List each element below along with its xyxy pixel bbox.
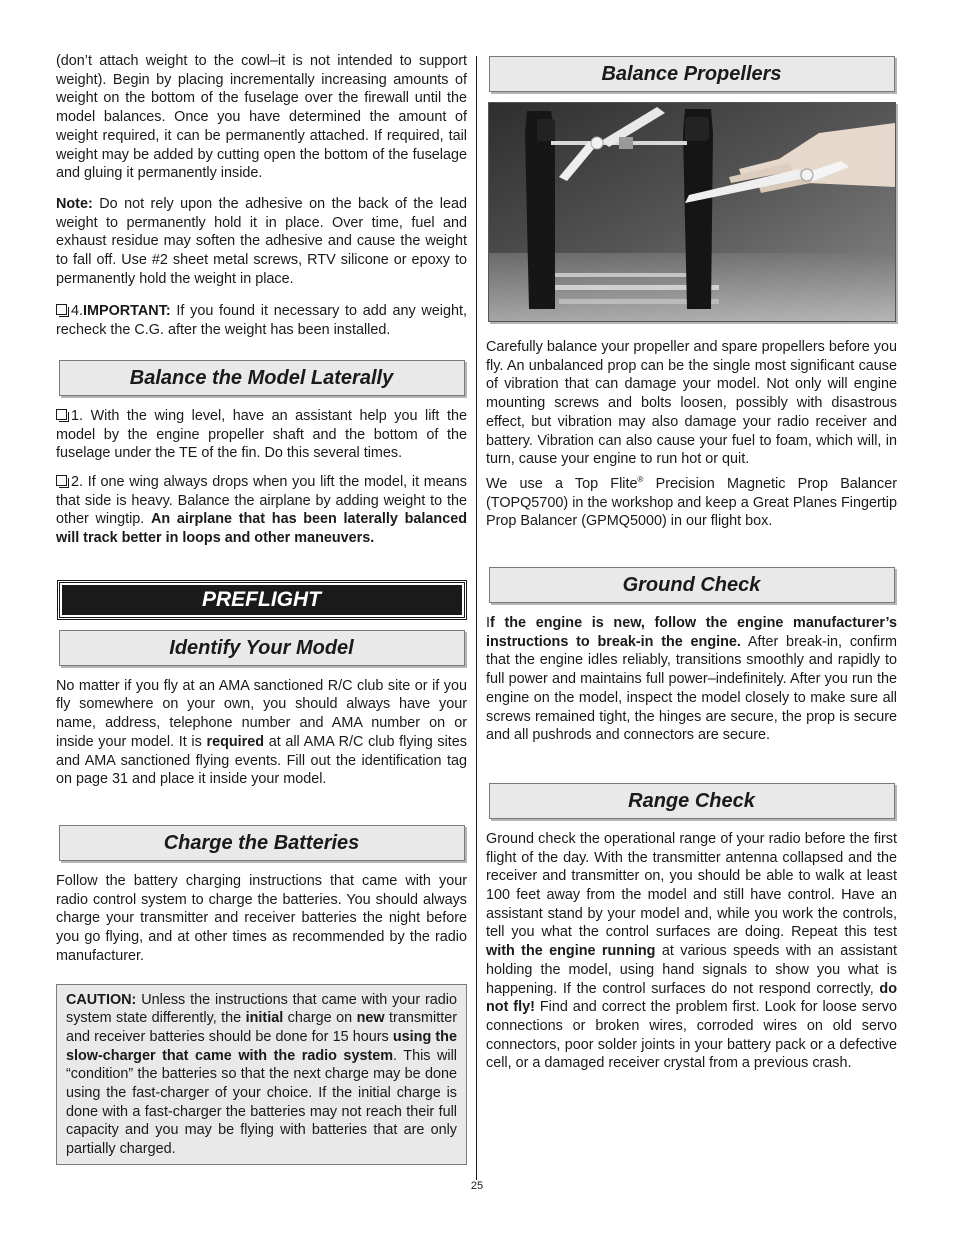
preflight-banner — [57, 580, 467, 620]
heading-balance-propellers: Balance Propellers — [489, 56, 895, 92]
ground-check-text: After break-in, confirm that the engine idles reliably, transitions smoothly and rapidly to full power and maintains full power–indefinitely. After you run the engine on the model, inspect the model closely to make sure all screws remained tight, the hinges are secure, the prop is secure and all pushrods and connectors are secure. — [486, 633, 897, 744]
step-4-label: IMPORTANT: — [83, 303, 171, 320]
checkbox-icon[interactable] — [56, 409, 67, 420]
step-4-number: 4. — [71, 303, 84, 320]
propeller-paragraph-1: Carefully balance your propeller and spare propellers before you fly. An unbalanced prop can be the single most significant cause of vibration that can damage your model. Not only will engine mounting screws and bolts loosen, possibly with disastrous effect, but vibration may also damage your radio receiver and battery. Vibration can also cause your fuel to foam, which will, in turn, cause your engine to run hot or quit. — [486, 339, 897, 468]
page-number: 25 — [470, 1180, 484, 1192]
caution-label: CAUTION: — [66, 991, 137, 1008]
caution-text: transmitter and receiver batteries should be done for 15 hours — [66, 1010, 457, 1045]
note-label: Note: — [56, 195, 93, 212]
ground-check-initial: I — [486, 615, 490, 632]
checkbox-icon[interactable] — [56, 304, 67, 315]
column-divider — [476, 56, 477, 1180]
range-text: Find and correct the problem first. Look for loose servo connections or broken wires, corroded wires on old servo connectors, poor solder joints in your battery pack or a defective cell, or a damaged receiver crystal from a previous crash. — [486, 999, 897, 1072]
range-text: at various speeds with an assistant holding the model, using hand signals to show you what is happening. If the control surfaces do not respond correctly, — [486, 943, 897, 997]
caution-text: . This will “condition” the batteries so that the next charge may be done using the fast-charger of your choice. If the initial charge is done with a fast-charger the batteries may not reach their full capacity and you may be flying with batteries that are only partially charged. — [66, 1047, 458, 1158]
caution-text: Unless the instructions that came with your radio system state differently, the — [66, 991, 457, 1027]
paragraph-weight-continued: (don’t attach weight to the cowl–it is not intended to support weight). Begin by placing incrementally increasing amounts of weight on the bottom of the fuselage over the firewall until the model balances. Once you have determined the amount of weight required, it can be permanently attached. If required, tail weight may be added by cutting open the bottom of the fuselage and gluing it permanently inside. — [56, 53, 467, 182]
note-text: Do not rely upon the adhesive on the back of the lead weight to permanently hold it in place. Over time, fuel and exhaust residue may soften the adhesive and cause the weight to fall off. Use #2 sheet metal screws, RTV silicone or epoxy to permanently hold the weight in place. — [56, 195, 467, 287]
heading-identify-model: Identify Your Model — [59, 630, 465, 666]
lateral-step-2-text: 2. If one wing always drops when you lift the model, it means that side is heavy. Balance the airplane by adding weight to the other wingtip. — [56, 473, 467, 528]
prop-balancer-illustration — [489, 103, 895, 321]
caution-new: new — [356, 1010, 385, 1027]
note-paragraph — [56, 195, 467, 289]
step-4-text: If you found it necessary to add any weight, recheck the C.G. after the weight has been installed. — [56, 303, 467, 339]
registered-mark: ® — [637, 475, 644, 485]
right-column — [486, 56, 897, 1073]
heading-charge-batteries: Charge the Batteries — [59, 825, 465, 861]
preflight-title: PREFLIGHT — [62, 585, 462, 615]
range-check-paragraph — [486, 830, 897, 1073]
lateral-step-1 — [56, 407, 467, 463]
lateral-step-2-bold: An airplane that has been laterally balanced will track better in loops and other maneuvers. — [56, 511, 467, 547]
range-do-not-fly: do not fly! — [486, 980, 897, 1016]
ground-check-paragraph — [486, 614, 897, 745]
step-4-paragraph — [56, 302, 467, 339]
caution-paragraph — [66, 991, 457, 1159]
checkbox-icon[interactable] — [56, 475, 67, 486]
heading-balance-laterally: Balance the Model Laterally — [59, 360, 465, 396]
propeller-text-b: Precision Magnetic Prop Balancer (TOPQ5700) in the workshop and keep a Great Planes Fingertip Prop Balancer (GPMQ5000) in our flight box. — [486, 475, 898, 530]
identify-paragraph — [56, 677, 467, 789]
heading-range-check: Range Check — [489, 783, 895, 819]
left-column — [56, 52, 467, 1165]
caution-initial: initial — [245, 1010, 284, 1027]
charge-paragraph: Follow the battery charging instructions that came with your radio control system to charge the batteries. You should always charge your transmitter and receiver batteries the night before you go flying, and at other times as recommended by the radio manufacturer. — [56, 872, 467, 964]
prop-balancer-photo — [488, 102, 896, 322]
range-text: Ground check the operational range of your radio before the first flight of the day. With the transmitter antenna collapsed and the receiver and transmitter on, you should be able to walk at least 100 feet away from the model and still have control. Have an assistant stand by your model and, while you work the controls, tell you what the control surfaces are doing. Repeat this test — [486, 830, 897, 941]
identify-text-a: No matter if you fly at an AMA sanctioned R/C club site or if you fly somewhere on your own, you should always have your name, address, telephone number and AMA number on or inside your model. It is — [56, 677, 467, 750]
propeller-text-a: We use a Top Flite — [486, 475, 638, 492]
identify-required: required — [206, 733, 265, 750]
caution-text: charge on — [283, 1010, 357, 1027]
lateral-step-1-text: 1. With the wing level, have an assistant help you lift the model by the engine propeller shaft and the bottom of the fuselage under the TE of the fin. Do this several times. — [56, 407, 467, 462]
propeller-paragraph-2 — [486, 475, 897, 531]
heading-ground-check: Ground Check — [489, 567, 895, 603]
caution-slow-charger: using the slow-charger that came with the radio system — [66, 1028, 457, 1064]
lateral-step-2 — [56, 473, 467, 548]
identify-text-c: at all AMA R/C club flying sites and AMA sanctioned flying events. Fill out the identification tag on page 31 and place it inside your model. — [56, 733, 467, 788]
ground-check-bold: f the engine is new, follow the engine manufacturer’s instructions to break-in the engine. — [486, 615, 897, 650]
range-engine-running: with the engine running — [486, 943, 656, 960]
caution-box — [56, 984, 467, 1165]
